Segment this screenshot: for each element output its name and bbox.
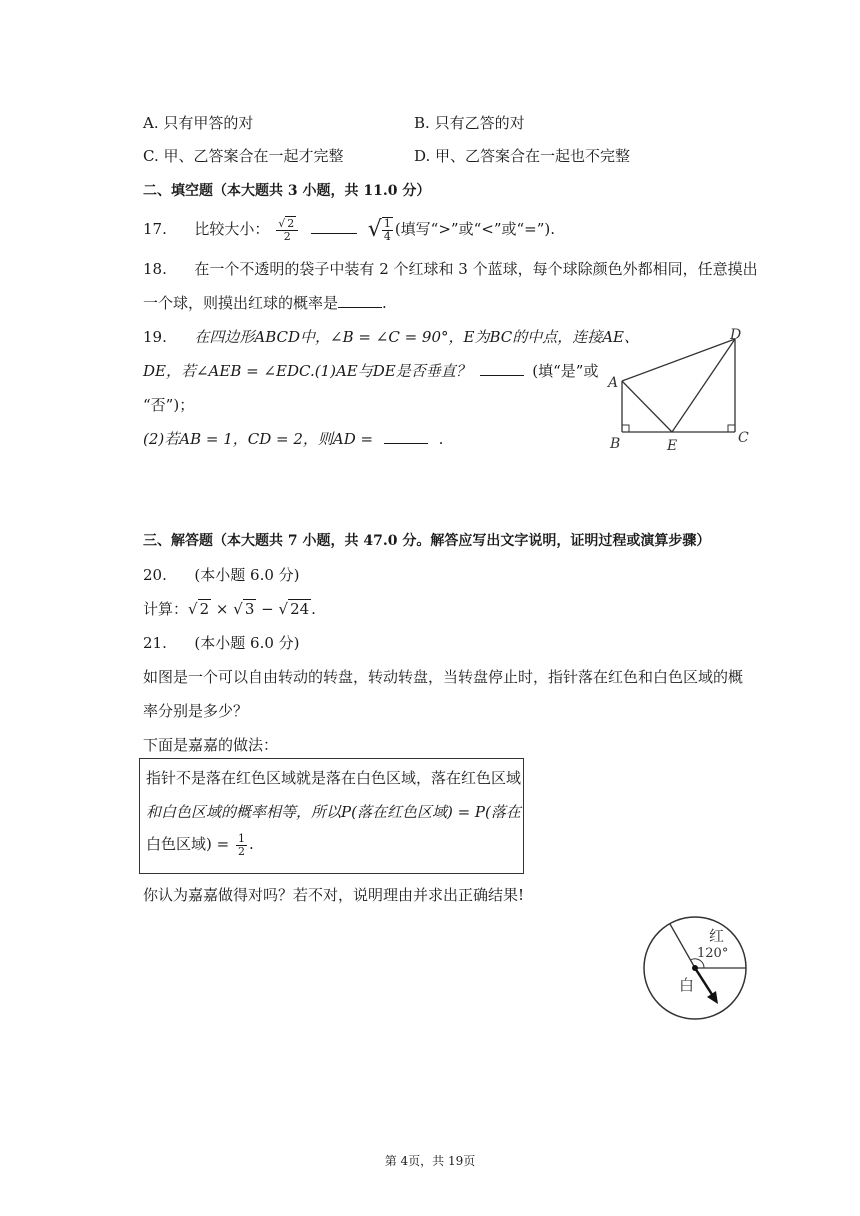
- option-text: 甲、乙答案合在一起才完整: [163, 147, 344, 165]
- segment-de: [672, 339, 735, 432]
- denominator: 2: [283, 229, 291, 243]
- question-text: 在一个不透明的袋子中装有 2 个红球和 3 个蓝球，每个球除颜色外都相同，任意摸出: [194, 260, 758, 278]
- question-number: 21.: [143, 634, 167, 652]
- punctuation: .: [382, 294, 387, 312]
- label-b: B: [610, 436, 621, 452]
- question-20-expression: 计算：√ 2 × √ 3 − √ 24 .: [143, 600, 316, 618]
- question-21: [143, 632, 300, 653]
- spinner-figure: [640, 915, 752, 1025]
- question-19-line3: “否”)；: [143, 396, 195, 414]
- option-b: [414, 112, 525, 133]
- denominator: 2: [237, 844, 245, 858]
- question-19-line4: [143, 428, 443, 449]
- quadrilateral-figure: [600, 325, 760, 455]
- section-title-fill-in: 二、填空题（本大题共 3 小题，共 11.0 分）: [143, 183, 431, 199]
- radicand: 2: [199, 600, 210, 618]
- punctuation: .: [248, 835, 254, 853]
- option-a: [143, 112, 253, 133]
- answer-blank: [384, 443, 428, 444]
- fraction-1-over-4: [382, 217, 393, 243]
- question-text: (填写“>”或“<”或“=”).: [394, 220, 556, 238]
- label-a: A: [608, 375, 619, 391]
- punctuation: .: [438, 430, 444, 448]
- pointer-shaft: [695, 968, 713, 996]
- question-21-line2: 率分别是多少？: [143, 702, 249, 720]
- boundary-line-2: [670, 924, 695, 968]
- question-20: [143, 564, 300, 585]
- question-21-line4: 你认为嘉嘉做得对吗？若不对，说明理由并求出正确结果!: [143, 886, 525, 904]
- option-letter: B.: [414, 114, 430, 132]
- question-text: (填“是”或: [532, 362, 599, 380]
- calc-label: 计算：: [143, 600, 189, 618]
- operator: −: [261, 600, 274, 618]
- question-score: (本小题 6.0 分): [194, 566, 300, 584]
- page-footer: 第 4页，共 19页: [384, 1154, 476, 1168]
- question-text: 比较大小：: [194, 220, 270, 238]
- question-text: 一个球，则摸出红球的概率是: [143, 294, 339, 312]
- denominator: 4: [383, 230, 391, 243]
- question-number: 17.: [143, 220, 167, 238]
- option-letter: D.: [414, 147, 431, 165]
- answer-blank: [338, 307, 382, 308]
- question-number: 18.: [143, 260, 167, 278]
- question-18: [143, 258, 758, 279]
- section-title-solve: 三、解答题（本大题共 7 小题，共 47.0 分。解答应写出文字说明，证明过程或演算步骤）: [143, 533, 711, 549]
- option-text: 甲、乙答案合在一起也不完整: [435, 147, 631, 165]
- answer-blank: [480, 375, 524, 376]
- jiajia-solution-box: [139, 758, 524, 874]
- box-line-2: 和白色区域的概率相等，所以P(落在红色区域) = P(落在: [146, 803, 521, 821]
- box-text: 白色区域) =: [146, 835, 230, 853]
- box-line-1: 指针不是落在红色区域就是落在白色区域，落在红色区域: [146, 769, 522, 787]
- label-angle: 120°: [697, 946, 729, 961]
- radicand: 2: [287, 216, 295, 230]
- option-d: [414, 145, 630, 166]
- option-letter: A.: [143, 114, 159, 132]
- answer-blank: [311, 233, 357, 234]
- spinner-center: [692, 965, 698, 971]
- option-c: [143, 145, 344, 166]
- question-number: 19.: [143, 328, 167, 346]
- option-text: 只有乙答的对: [434, 114, 525, 132]
- label-d: D: [730, 327, 742, 343]
- radicand: 24: [290, 600, 310, 618]
- numerator: 1: [237, 831, 245, 845]
- question-18-line2: [143, 292, 387, 313]
- question-text: 在四边形ABCD中，∠B = ∠C = 90°，E为BC的中点，连接AE、: [194, 328, 640, 346]
- numerator: 1: [383, 217, 391, 230]
- right-angle-b: [622, 425, 629, 432]
- question-text: DE，若∠AEB = ∠EDC.(1)AE与DE是否垂直？: [143, 362, 471, 380]
- question-19: [143, 326, 639, 347]
- question-19-line2: [143, 360, 598, 381]
- label-red: 红: [709, 927, 725, 945]
- question-17: 17. 比较大小： $\frac{√ 2}{2}$ √ $\frac{1}{4}$ (填写“>”或“<”或“=”).: [143, 216, 556, 243]
- fraction-one-half: [236, 833, 247, 858]
- right-angle-c: [728, 425, 735, 432]
- question-21-line1: 如图是一个可以自由转动的转盘，转动转盘，当转盘停止时，指针落在红色和白色区域的概: [143, 668, 744, 686]
- fraction-root2-over-2: $\frac{√ 2}{2}$: [276, 218, 298, 243]
- punctuation: .: [311, 600, 316, 618]
- segment-ad: [622, 339, 735, 381]
- question-number: 20.: [143, 566, 167, 584]
- question-score: (本小题 6.0 分): [194, 634, 300, 652]
- radicand: 3: [244, 600, 255, 618]
- segment-ae: [622, 381, 672, 432]
- operator: ×: [215, 600, 229, 618]
- option-text: 只有甲答的对: [163, 114, 254, 132]
- option-letter: C.: [143, 147, 159, 165]
- label-c: C: [738, 430, 749, 446]
- question-text: (2)若AB = 1，CD = 2，则AD =: [143, 430, 374, 448]
- box-line-3: [146, 829, 254, 859]
- question-21-line3: 下面是嘉嘉的做法：: [143, 736, 279, 754]
- label-white: 白: [679, 976, 695, 994]
- label-e: E: [667, 438, 678, 454]
